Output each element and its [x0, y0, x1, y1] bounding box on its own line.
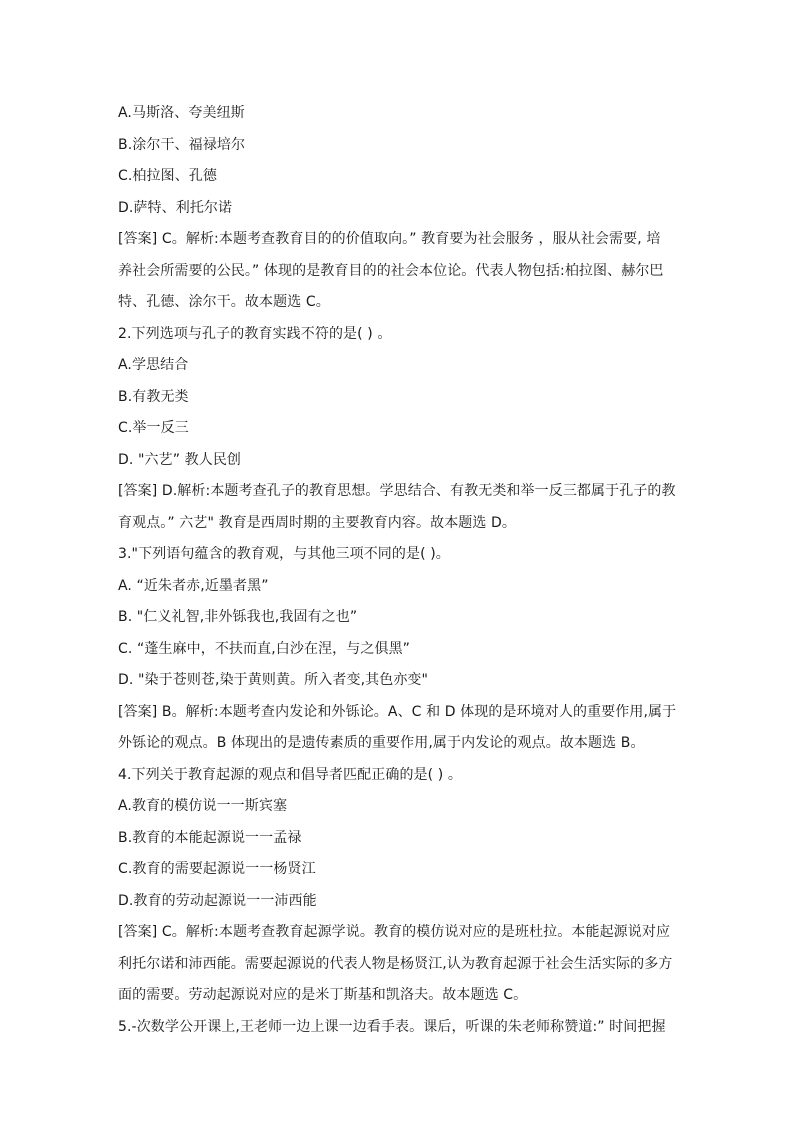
option-d-q4: D.教育的劳动起源说一一沛西能	[118, 892, 317, 909]
answer-q3-line-1: [答案] B。解析:本题考查内发论和外铄论。A、C 和 D 体现的是环境对人的重要作用,属于	[118, 703, 677, 720]
option-c-q1: C.柏拉图、孔德	[118, 168, 218, 184]
answer-q1-line-2: 养社会所需要的公民。” 体现的是教育目的的社会本位论。代表人物包括:柏拉图、赫尔巴	[118, 262, 664, 279]
option-a-q2: A.学思结合	[118, 357, 189, 373]
answer-q3-line-2: 外铄论的观点。B 体现出的是遗传素质的重要作用,属于内发论的观点。故本题选 B。	[118, 735, 645, 751]
option-d-q2: D. "六艺” 教人民创	[118, 451, 242, 468]
answer-q1-line-1: [答案] C。解析:本题考查教育目的的价值取向。” 教育要为社会服务 ，服从社会需要, 培	[118, 231, 661, 247]
answer-q4-line-1: [答案] C。解析:本题考查教育起源学说。教育的模仿说对应的是班杜拉。本能起源说对应	[118, 924, 671, 940]
option-a-q1: A.马斯洛、夸美纽斯	[118, 105, 245, 121]
option-b-q1: B.涂尔干、福禄培尔	[118, 136, 246, 153]
question-5: 5.-次数学公开课上,王老师一边上课一边看手表。课后，听课的朱老师称赞道:” 时间把握	[118, 1018, 666, 1035]
option-b-q2: B.有教无类	[118, 388, 189, 405]
question-4: 4.下列关于教育起源的观点和倡导者匹配正确的是( ) 。	[118, 766, 462, 783]
option-b-q3: B. "仁义礼智,非外铄我也,我固有之也”	[118, 609, 358, 625]
question-2: 2.下列选项与孔子的教育实践不符的是( ) 。	[118, 325, 392, 342]
answer-q2-line-2: 育观点。” 六艺" 教育是西周时期的主要教育内容。故本题选 D。	[118, 514, 517, 531]
option-c-q3: C. “蓬生麻中，不扶而直,白沙在涅，与之俱黑”	[118, 640, 411, 657]
answer-q4-line-2: 利托尔诺和沛西能。需要起源说的代表人物是杨贤江,认为教育起源于社会生活实际的多方	[118, 955, 673, 972]
option-b-q4: B.教育的本能起源说一一孟禄	[118, 829, 302, 846]
question-3: 3."下列语句蕴含的教育观，与其他三项不同的是( )。	[118, 546, 450, 562]
answer-q1-line-3: 特、孔德、涂尔干。故本题选 C。	[118, 294, 330, 310]
document-page	[118, 98, 678, 1043]
answer-q2-line-1: [答案] D.解析:本题考查孔子的教育思想。学思结合、有教无类和举一反三都属于孔子的教	[118, 483, 676, 499]
option-c-q4: C.教育的需要起源说一一杨贤江	[118, 861, 316, 877]
option-d-q1: D.萨特、利托尔诺	[118, 199, 233, 216]
option-c-q2: C.举一反三	[118, 420, 189, 436]
option-a-q3: A. “近朱者赤,近墨者黑”	[118, 577, 269, 594]
option-a-q4: A.教育的模仿说一一斯宾塞	[118, 798, 288, 814]
answer-q4-line-3: 面的需要。劳动起源说对应的是米丁斯基和凯洛夫。故本题选 C。	[118, 987, 528, 1003]
option-d-q3: D. "染于苍则苍,染于黄则黄。所入者变,其色亦变"	[118, 672, 429, 688]
